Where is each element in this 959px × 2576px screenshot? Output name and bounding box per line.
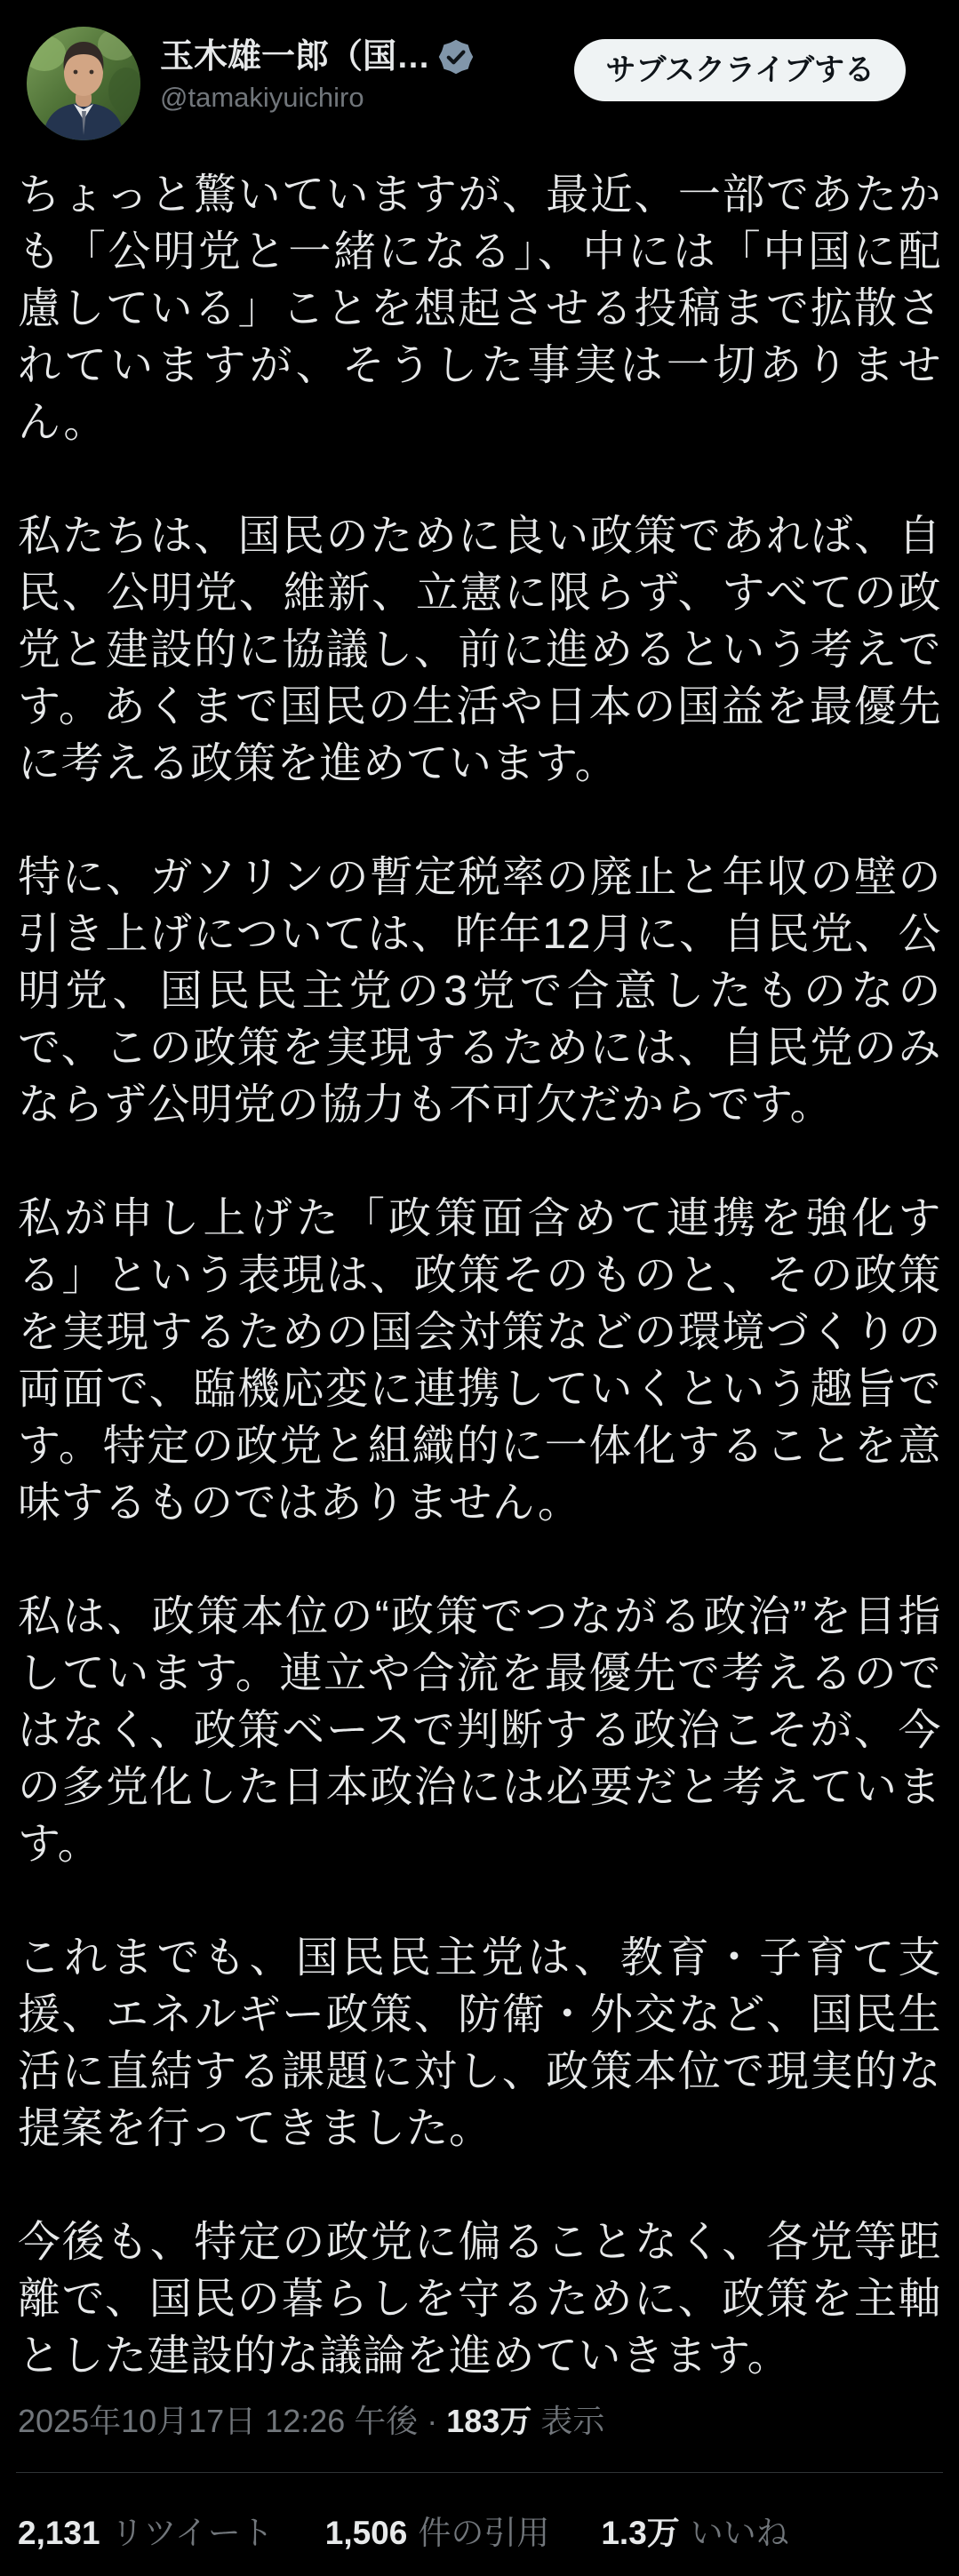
tweet-text-paragraph: 特に、ガソリンの暫定税率の廃止と年収の壁の引き上げについては、昨年12月に、自民党、公明党、国民民主党の3党で合意したものなので、この政策を実現するためには、自民党のみならず公明党の協力も不可欠だからです。 bbox=[18, 854, 941, 1128]
tweet-text-paragraph: ちょっと驚いていますが、最近、一部であたかも「公明党と一緒になる」、中には「中国に配慮している」ことを想起させる投稿まで拡散されていますが、そうした事実は一切ありません。 bbox=[18, 171, 941, 446]
engagement-stats-row bbox=[0, 2473, 959, 2553]
quotes-count: 1,506 bbox=[324, 2515, 408, 2551]
tweet-text-paragraph: 私たちは、国民のために良い政策であれば、自民、公明党、維新、立憲に限らず、すべての政党と建設的に協議し、前に進めるという考えです。あくまで国民の生活や日本の国益を最優先に考える政策を進めています。 bbox=[18, 513, 941, 787]
avatar[interactable] bbox=[27, 27, 140, 140]
tweet-text-paragraph: 私は、政策本位の“政策でつながる政治”を目指しています。連立や合流を最優先で考えるのではなく、政策ベースで判断する政治こそが、今の多党化した日本政治には必要だと考えています。 bbox=[18, 1593, 941, 1868]
display-name-text: 玉木雄一郎（国… bbox=[160, 38, 431, 76]
avatar-profile-photo bbox=[27, 27, 140, 140]
retweets-count: 2,131 bbox=[18, 2515, 100, 2551]
likes-stat[interactable] bbox=[601, 2514, 788, 2553]
tweet-text bbox=[0, 167, 959, 2385]
views-count: 183万 bbox=[446, 2403, 532, 2439]
tweet-text-paragraph: 私が申し上げた「政策面含めて連携を強化する」という表現は、政策そのものと、その政策を実現するための国会対策などの環境づくりの両面で、臨機応変に連携していくという趣旨です。特定の政党と組織的に一体化することを意味するものではありません。 bbox=[18, 1195, 941, 1527]
views-label: 表示 bbox=[540, 2403, 605, 2439]
tweet-text-paragraph: これまでも、国民民主党は、教育・子育て支援、エネルギー政策、防衛・外交など、国民生活に直結する課題に対し、政策本位で現実的な提案を行ってきました。 bbox=[18, 1934, 941, 2152]
quotes-label: 件の引用 bbox=[418, 2515, 550, 2551]
timestamp: 2025年10月17日 12:26 午後 bbox=[18, 2403, 419, 2439]
more-menu-button[interactable] bbox=[934, 48, 941, 55]
meta-separator: · bbox=[427, 2403, 438, 2439]
tweet-header bbox=[0, 0, 959, 140]
tweet-meta-row bbox=[18, 2401, 941, 2442]
verified-badge-icon bbox=[437, 38, 475, 76]
tweet-text-paragraph: 今後も、特定の政党に偏ることなく、各党等距離で、国民の暮らしを守るために、政策を主軸とした建設的な議論を進めていきます。 bbox=[18, 2219, 941, 2380]
likes-count: 1.3万 bbox=[601, 2515, 680, 2551]
user-handle[interactable]: @tamakiyuichiro bbox=[160, 82, 364, 113]
quotes-stat[interactable] bbox=[325, 2514, 550, 2553]
user-name-block bbox=[160, 27, 574, 115]
retweets-stat[interactable] bbox=[18, 2514, 274, 2553]
retweets-label: リツイート bbox=[110, 2515, 274, 2551]
subscribe-button[interactable]: サブスクライブする bbox=[574, 39, 906, 101]
likes-label: いいね bbox=[690, 2515, 789, 2551]
display-name[interactable] bbox=[160, 37, 574, 76]
